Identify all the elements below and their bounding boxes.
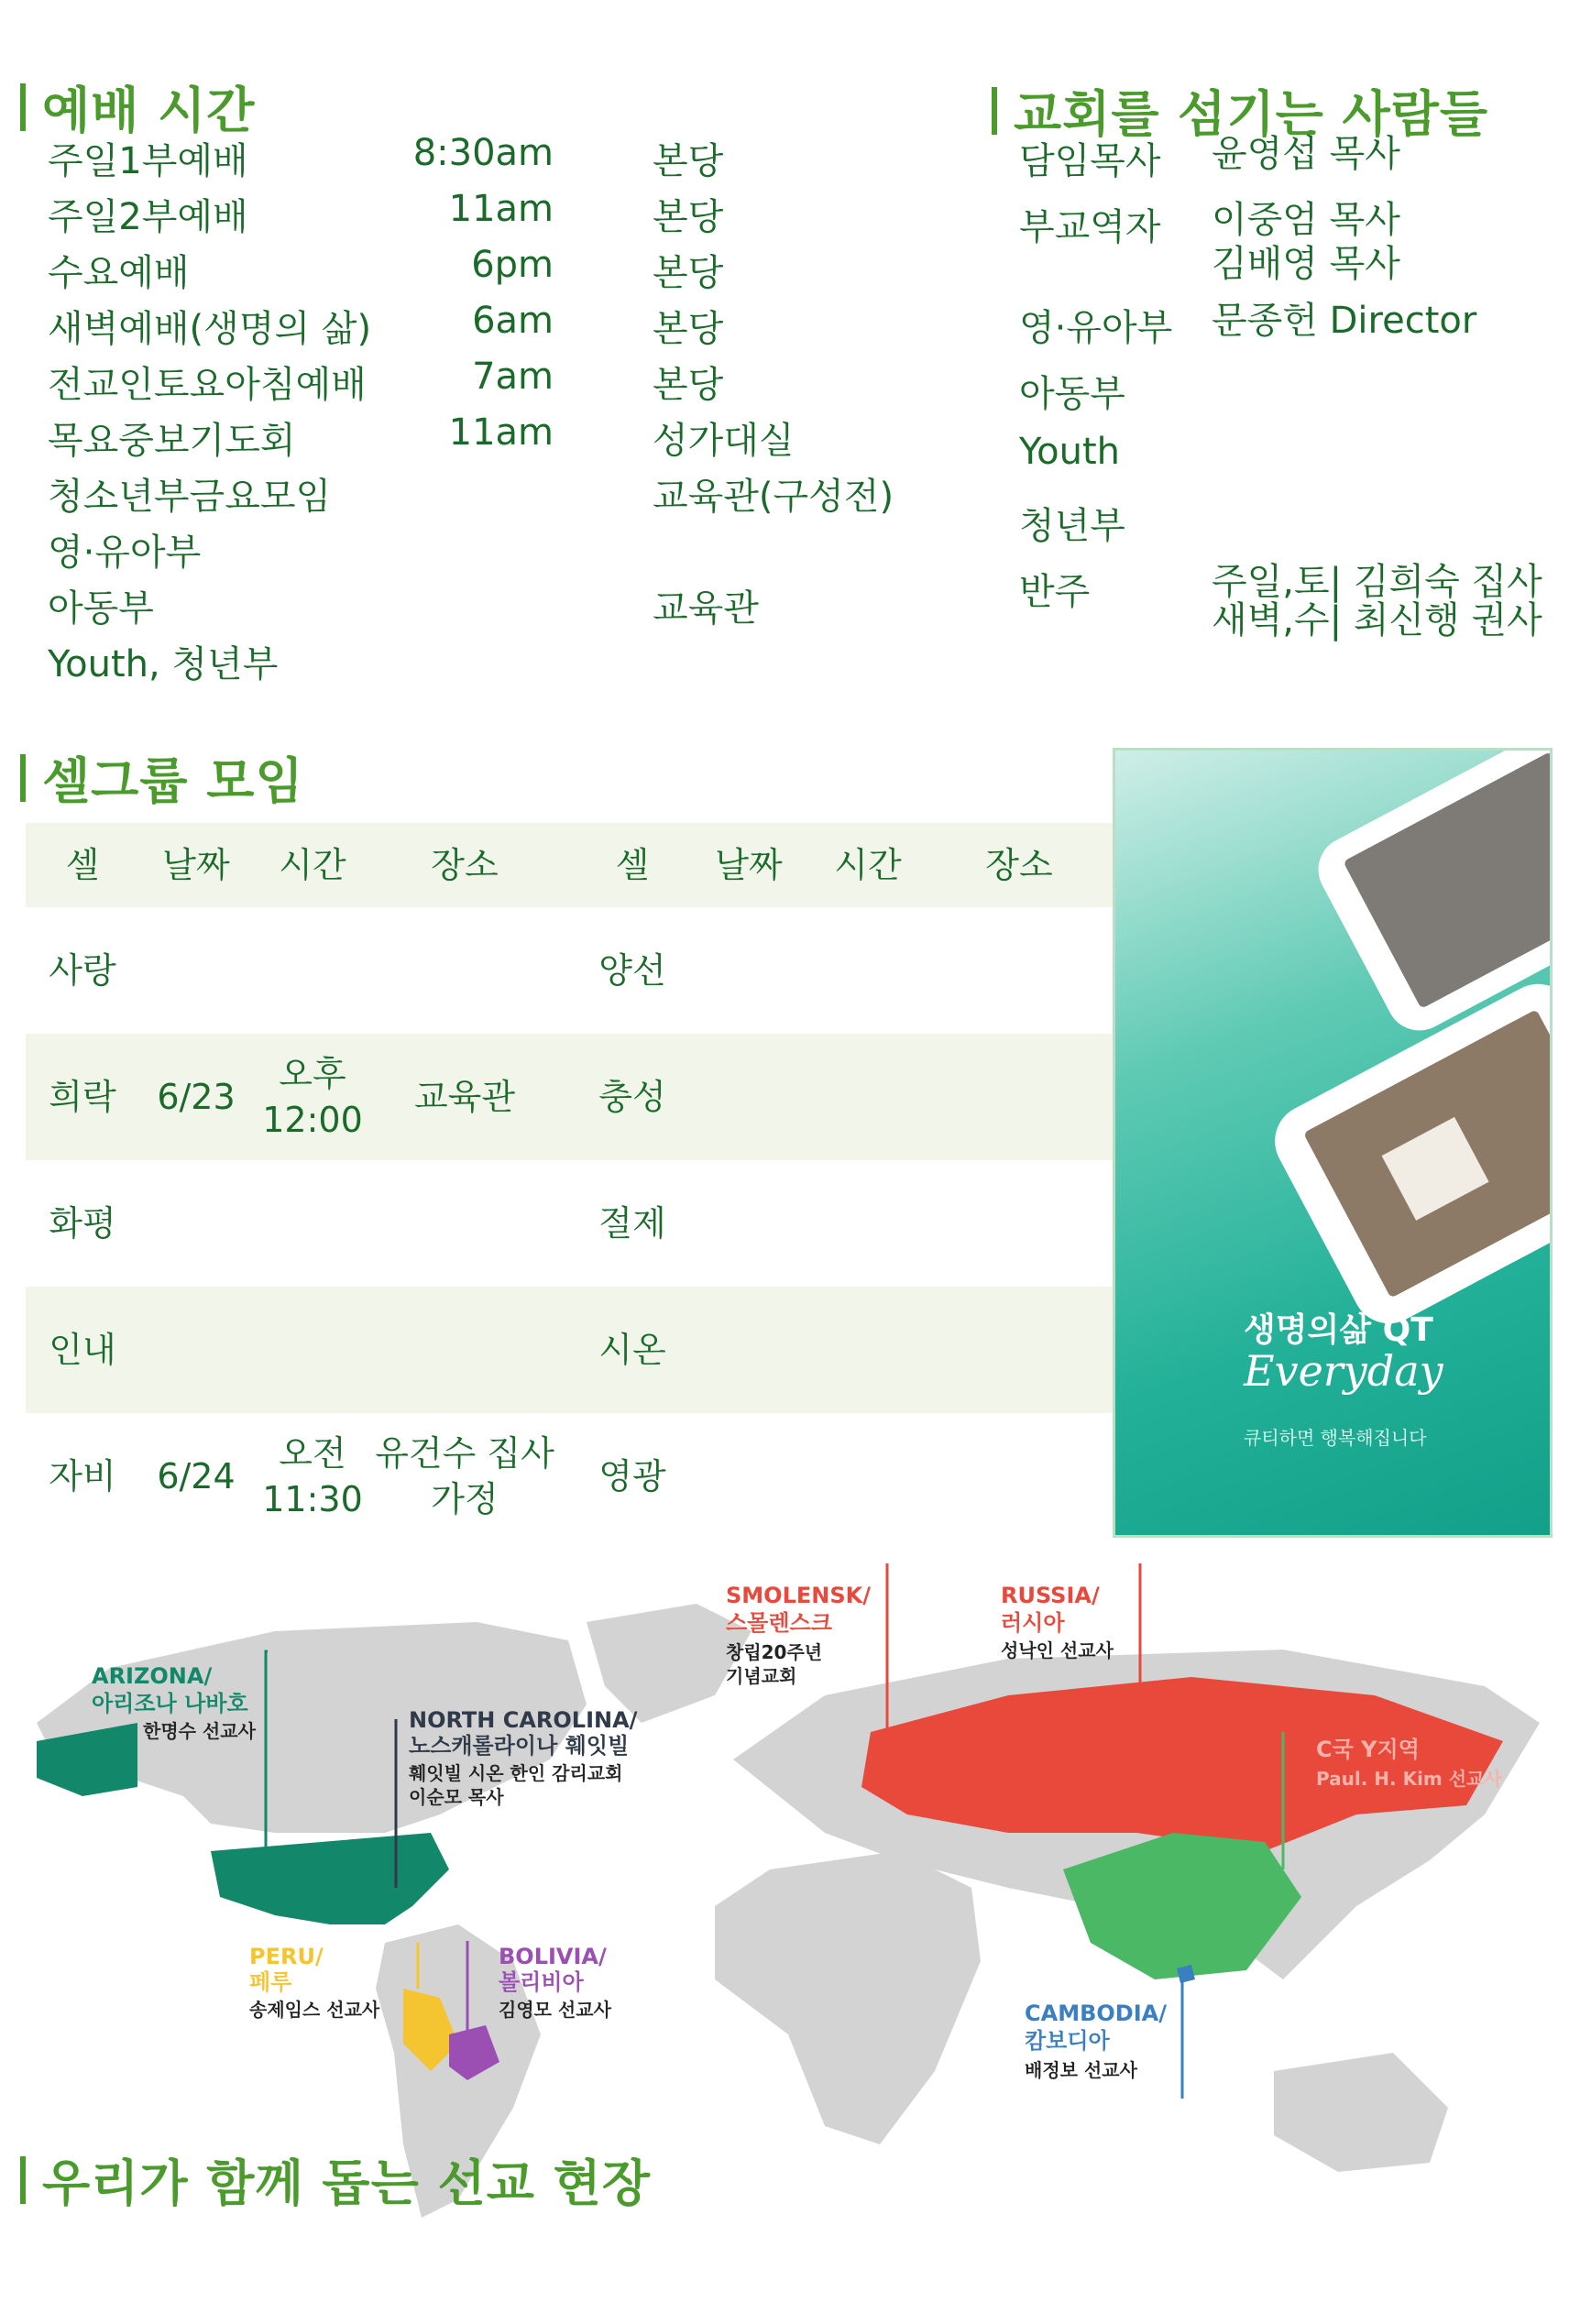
worship-row: 목요중보기도회 11am 성가대실 xyxy=(48,411,795,462)
cellgroup-heading xyxy=(20,742,304,813)
land-australia xyxy=(1274,2053,1448,2172)
smolensk-line2: 기념교회 xyxy=(726,1665,797,1687)
table-row: 사랑 양선 xyxy=(49,950,666,991)
worship-row: 청소년부금요모임 교육관(구성전) xyxy=(48,476,894,518)
cambodia-ko: 캄보디아 xyxy=(1025,2028,1110,2054)
arizona-ko: 아리조나 나바호 xyxy=(92,1691,248,1716)
nc-person: 이순모 목사 xyxy=(409,1786,504,1808)
cellgroup-table xyxy=(26,823,1113,1540)
column-header: 장소 xyxy=(985,845,1053,885)
missions-heading xyxy=(20,2144,651,2215)
nc-en: NORTH CAROLINA/ xyxy=(409,1707,638,1733)
staff-list xyxy=(1019,128,1569,647)
qt-tagline: 큐티하면 행복해집니다 xyxy=(1244,1427,1427,1449)
china-person: Paul. H. Kim 선교사 xyxy=(1316,1768,1502,1790)
staff-title: 교회를 섬기는 사람들 xyxy=(1014,85,1489,143)
column-header: 날짜 xyxy=(162,845,230,885)
bolivia-ko: 볼리비아 xyxy=(499,1969,584,1995)
column-header: 시간 xyxy=(834,845,902,885)
smolensk-line1: 창립20주년 xyxy=(726,1641,823,1663)
cambodia-en: CAMBODIA/ xyxy=(1025,2001,1167,2026)
heading-bar xyxy=(20,83,26,131)
column-header: 셀 xyxy=(65,845,100,885)
region-usa xyxy=(211,1833,449,1924)
heading-bar xyxy=(20,2156,26,2204)
russia-person: 성낙인 선교사 xyxy=(1001,1639,1114,1661)
worship-title: 예배 시간 xyxy=(42,82,256,139)
peru-en: PERU/ xyxy=(249,1944,324,1969)
china-ko: C국 Y지역 xyxy=(1316,1737,1420,1762)
worship-schedule xyxy=(48,128,927,687)
worship-row: 전교인토요아침예배 7am 본당 xyxy=(48,356,724,406)
table-row: 화평 절제 xyxy=(49,1203,666,1244)
staff-row: 아동부 xyxy=(1019,373,1125,415)
worship-row: 새벽예배(생명의 삶) 6am 본당 xyxy=(48,300,724,350)
table-row: 자비 6/24 오전 11:30 유건수 집사 가정 영광 xyxy=(49,1433,666,1519)
land-africa xyxy=(715,1851,981,2144)
arizona-person: 한명수 선교사 xyxy=(143,1720,256,1742)
staff-row: 청년부 xyxy=(1019,505,1125,547)
worship-row: 주일1부예배 8:30am 본당 xyxy=(48,132,724,182)
tablet-illustration xyxy=(1115,751,1550,1535)
column-header: 셀 xyxy=(615,845,650,885)
worship-row: 수요예배 6pm 본당 xyxy=(48,244,724,294)
column-header: 날짜 xyxy=(715,845,783,885)
worship-row: 영·유아부 xyxy=(48,532,202,574)
cambodia-person: 배정보 선교사 xyxy=(1025,2059,1137,2081)
table-row: 희락 6/23 오후 12:00 교육관 충성 xyxy=(26,1034,1113,1160)
worship-row: 주일2부예배 11am 본당 xyxy=(48,188,724,238)
worship-row: Youth, 청년부 xyxy=(48,643,279,685)
column-header: 장소 xyxy=(431,845,499,885)
table-header-row xyxy=(26,823,1113,907)
smolensk-en: SMOLENSK/ xyxy=(726,1583,871,1608)
russia-en: RUSSIA/ xyxy=(1001,1583,1100,1608)
russia-ko: 러시아 xyxy=(1001,1610,1065,1636)
column-header: 시간 xyxy=(279,845,346,885)
bolivia-en: BOLIVIA/ xyxy=(499,1944,607,1969)
missions-title: 우리가 함께 돕는 선교 현장 xyxy=(42,2154,652,2212)
bolivia-person: 김영모 선교사 xyxy=(499,1999,611,2021)
smolensk-ko: 스몰렌스크 xyxy=(726,1610,832,1636)
heading-bar xyxy=(20,754,26,802)
qt-advertisement[interactable] xyxy=(1113,748,1553,1538)
qt-title: 생명의삶 QT xyxy=(1244,1311,1433,1349)
staff-row: 반주 주일,토| 김희숙 집사 새벽,수| 최신행 권사 xyxy=(1019,561,1542,641)
peru-ko: 페루 xyxy=(249,1969,292,1995)
staff-row: Youth xyxy=(1019,431,1120,473)
cellgroup-title: 셀그룹 모임 xyxy=(42,752,304,810)
staff-row: 담임목사 윤영섭 목사 xyxy=(1019,133,1400,182)
staff-row: 부교역자 이중엄 목사 김배영 목사 xyxy=(1019,199,1400,285)
peru-person: 송제임스 선교사 xyxy=(249,1999,380,2021)
heading-bar xyxy=(992,87,997,135)
nc-church: 훼잇빌 시온 한인 감리교회 xyxy=(409,1762,623,1784)
nc-ko: 노스캐롤라이나 훼잇빌 xyxy=(409,1733,630,1759)
staff-row: 영·유아부 문종헌 Director xyxy=(1019,300,1477,349)
arizona-en: ARIZONA/ xyxy=(92,1663,213,1689)
table-row: 인내 시온 xyxy=(26,1287,1113,1413)
worship-row: 아동부 교육관 xyxy=(48,587,759,630)
qt-script: Everyday xyxy=(1244,1346,1443,1396)
